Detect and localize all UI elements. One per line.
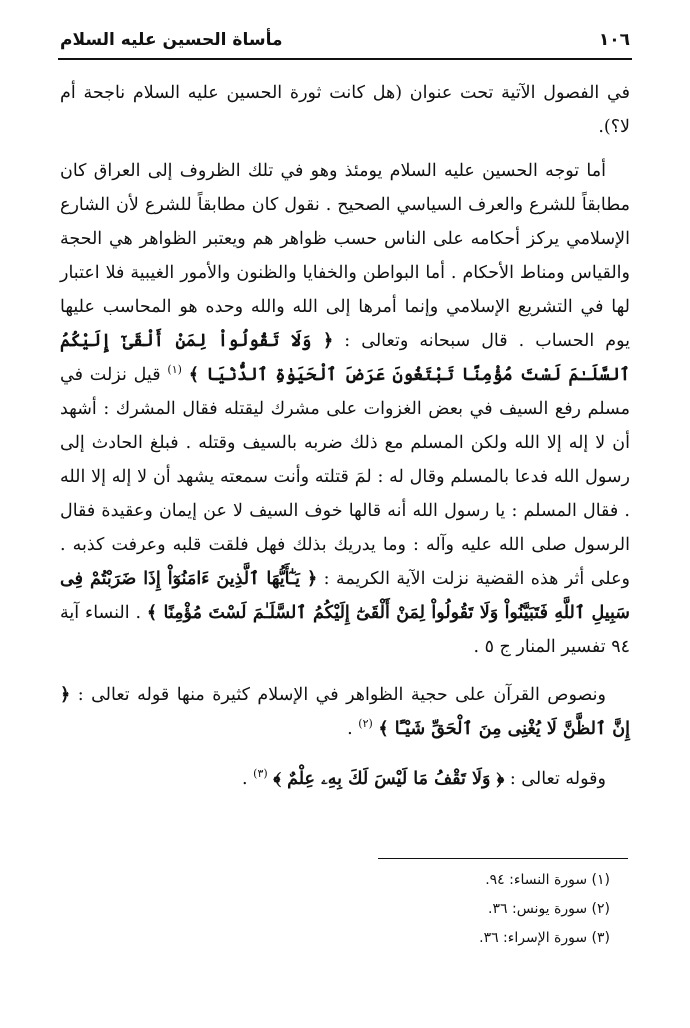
paragraph-text: أما توجه الحسين عليه السلام يومئذ وهو في تلك الظروف إلى العراق كان مطابقاً للشرع والعرف السياسي الصحيح . نقول كان مطابقاً للشرع لأن الشارع الإسلامي يركز أحكامه على الناس حسب ظواهر هم ويعتبر الظواهر هي الحجة والقياس ومناط الأحكام . أما البواطن والخفايا والظنون والأمور الغيبية فلا اعتبار لها في التشريع الإسلامي وإنما أمرها إلى الله والله وحده هو المحاسب عليها يوم الحساب . قال سبحانه وتعالى :	[60, 161, 630, 351]
quran-verse: ﴿ إِنَّ ٱلظَّنَّ لَا يُغْنِى مِنَ ٱلْحَقِّ شَيْـًٔا ﴾	[60, 685, 630, 739]
footnote: (٢) سورة يونس: ٣٦.	[488, 901, 610, 917]
page-number: ١٠٦	[598, 30, 630, 50]
main-text	[60, 76, 630, 796]
paragraph-text: في الفصول الآتية تحت عنوان (هل كانت ثورة الحسين عليه السلام ناجحة أم لا؟).	[60, 83, 630, 137]
paragraph-text: .	[347, 719, 353, 739]
paragraph-text: ونصوص القرآن على حجية الظواهر في الإسلام كثيرة منها قوله تعالى :	[70, 685, 606, 705]
paragraph	[60, 678, 630, 746]
paragraph	[60, 154, 630, 664]
footnote-rule	[378, 858, 628, 859]
footnotes	[60, 866, 610, 953]
header-rule	[58, 58, 632, 60]
paragraph-text: . النساء آية ٩٤ تفسير المنار ج ٥ .	[60, 603, 630, 657]
footnote: (١) سورة النساء: ٩٤.	[485, 872, 610, 888]
paragraph	[60, 762, 630, 796]
paragraph-text: وقوله تعالى :	[504, 769, 606, 789]
footnote-ref: (١)	[167, 363, 182, 377]
running-title: مأساة الحسين عليه السلام	[60, 30, 283, 50]
quran-verse: ﴿ وَلَا تَقْفُ مَا لَيْسَ لَكَ بِهِۦ عِلْمٌ ﴾	[273, 769, 505, 789]
footnote-ref: (٢)	[358, 717, 373, 731]
footnote-ref: (٣)	[253, 767, 268, 781]
footnote: (٣) سورة الإسراء: ٣٦.	[479, 930, 610, 946]
quran-verse: ﴿ وَلَا تَقُولُواْ لِمَنْ أَلْقَىٰٓ إِلَيْكُمُ ٱلسَّلَـٰمَ لَسْتَ مُؤْمِنًا تَبْتَغُونَ عَرَضَ ٱلْحَيَوٰةِ ٱلدُّنْيَا ﴾	[60, 331, 630, 385]
paragraph	[60, 76, 630, 144]
paragraph-text: قيل نزلت في مسلم رفع السيف في بعض الغزوات على مشرك ليقتله فقال المشرك : أشهد أن لا إله إلا الله ولكن المسلم مع ذلك ضربه بالسيف وقتله . فبلغ الحادث إلى رسول الله فدعا بالمسلم وقال له : لمَ قتلته وأنت سمعته يشهد أن لا إله إلا الله . فقال المسلم : يا رسول الله أنه قالها خوف السيف لا عن إيمان وعقيدة فقال الرسول صلى الله عليه وآله : وما يدريك بذلك فهل فلقت قلبه وعرفت كذبه . وعلى أثر هذه القضية نزلت الآية الكريمة :	[60, 365, 630, 589]
page-header	[60, 26, 630, 54]
quran-verse: ﴿ يَـٰٓأَيُّهَا ٱلَّذِينَ ءَامَنُوٓاْ إِذَا ضَرَبْتُمْ فِى سَبِيلِ ٱللَّهِ فَتَبَيَّنُواْ وَلَا تَقُولُواْ لِمَنْ أَلْقَىٰٓ إِلَيْكُمُ ٱلسَّلَـٰمَ لَسْتَ مُؤْمِنًا ﴾	[60, 569, 630, 623]
paragraph-text: .	[242, 769, 248, 789]
